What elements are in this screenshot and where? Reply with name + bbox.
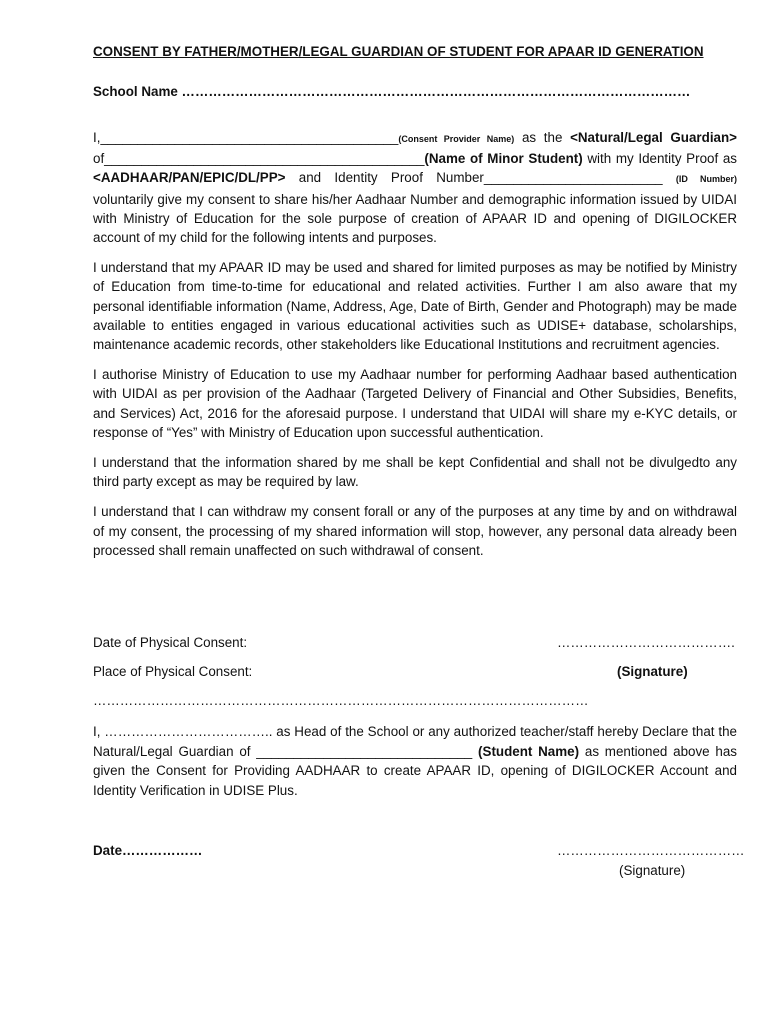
head-declaration [93,722,737,800]
consent-paragraph-3: I authorise Ministry of Education to use my Aadhaar number for performing Aadhaar based authentication with UIDAI as per provision of the Aadhaar (Targeted Delivery of Financial and Other Subsidies, Benefits, and Services) Act, 2016 for the aforesaid purpose. I understand that UIDAI will share my e-KYC details, or response of “Yes” with Ministry of Education upon successful authentication. [93,367,737,440]
id-number-blank: and Identity Proof Number________________________ [285,170,676,186]
minor-student-blank: of___________________________________________ [93,151,425,167]
consent-provider-label: (Consent Provider Name) [398,134,515,144]
form-title: CONSENT BY FATHER/MOTHER/LEGAL GUARDIAN OF STUDENT FOR APAAR ID GENERATION [93,44,704,59]
school-name-field: School Name …………………………………………………………………………………………………… [93,84,691,99]
identity-proof-text: with my Identity Proof as [582,151,737,167]
guardian-role: <Natural/Legal Guardian> [570,130,737,145]
as-the-text: as the [514,130,571,145]
id-number-label: (ID Number) [675,174,737,185]
signature-label-2: (Signature) [619,863,686,878]
dotted-separator-line: ………………………………………………………………………………………………… [93,693,589,708]
consent-body [93,128,737,571]
consent-paragraph-5: I understand that I can withdraw my consent forall or any of the purposes at any time by and on withdrawal of my consent, the processing of my shared information will stop, however, any personal data already been processed shall remain unaffected on such withdrawal of consent. [93,504,737,558]
id-types: <AADHAAR/PAN/EPIC/DL/PP> [93,170,286,186]
student-name-label: (Student Name) [478,743,580,759]
signature-line-2: …………………………………… [557,843,745,858]
minor-student-label: (Name of Minor Student) [424,151,583,167]
consent-paragraph-2: I understand that my APAAR ID may be used and shared for limited purposes as may be notified by Ministry of Education from time-to-time for educational and related activities. Further I am also aware that my personal identifiable information (Name, Address, Age, Date of Birth, Gender and Photograph) may be made available to entities engaged in various educational activities such as UDISE+ database, scholarships, maintenance academic records, other stakeholders like Educational Institutions and recruitment agencies. [93,260,737,353]
consent-paragraph-4: I understand that the information shared by me shall be kept Confidential and shall not be divulgedto any third party except as may be required by law. [93,455,737,490]
declaration-part-2: as mentioned above has given the Consent for Providing AADHAAR to create APAAR ID, opening of DIGILOCKER Account and Identity Verification in UDISE Plus. [93,743,737,798]
consent-purpose-text: voluntarily give my consent to share his/her Aadhaar Number and demographic information issued by UIDAI with Ministry of Education for the sole purpose of creation of APAAR ID and opening of DIGILOCKER account of my child for the following intents and purposes. [93,191,737,246]
date-of-physical-consent: Date of Physical Consent: [93,635,248,650]
place-of-physical-consent: Place of Physical Consent: [93,664,253,679]
consent-paragraph-1 [93,128,737,247]
declaration-part-1: I, ……………………………….. as Head of the School or any authorized teacher/staff hereby Declare that the Natural/Legal Guardian of _____________________________ [93,724,737,759]
consent-provider-blank: I,________________________________________ [93,130,399,145]
signature-line-1: …………………………………. [557,635,735,650]
date-field: Date……………… [93,843,203,858]
signature-label-1: (Signature) [617,664,688,679]
